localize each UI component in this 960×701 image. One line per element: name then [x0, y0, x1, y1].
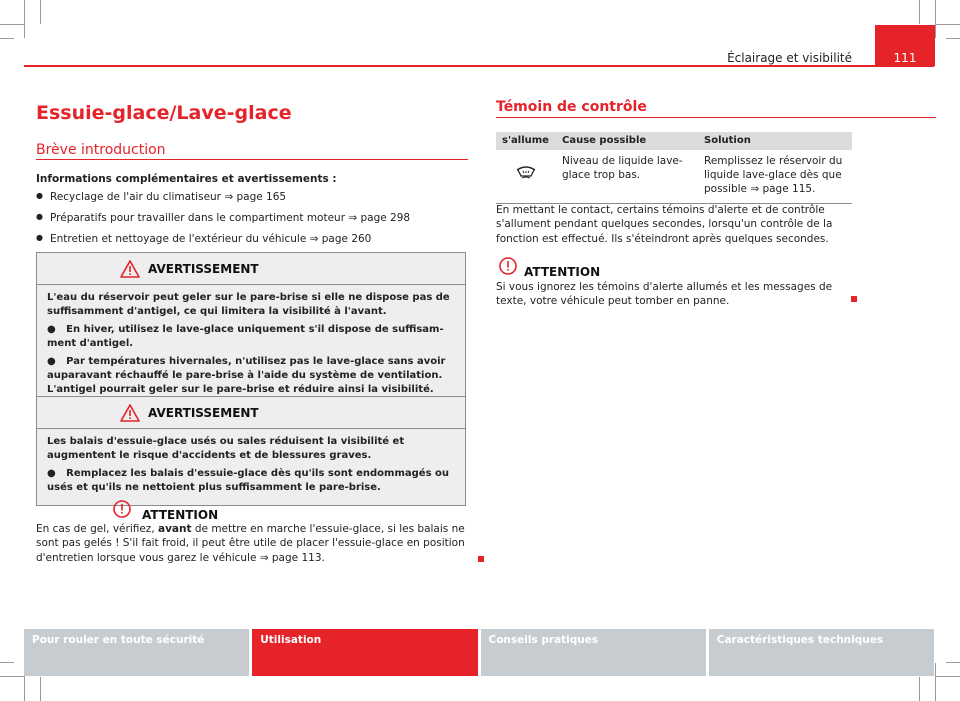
tab-pour-rouler[interactable]: Pour rouler en toute sécurité	[24, 629, 249, 676]
section-end-marker	[851, 296, 857, 302]
warning-box	[36, 396, 466, 506]
indicator-table	[496, 132, 852, 204]
table-row	[496, 150, 852, 203]
warning-text: Les balais d'essuie-glace usés ou sales réduisent la visibilité et augmentent le risque d'accidents et de blessures graves.	[47, 436, 405, 461]
warning-bullet: ● Remplacez les balais d'essuie-glace dès qu'ils sont endommagés ou usés et qu'ils ne nettoient plus suffisamment le pare-brise.	[47, 468, 450, 493]
crop-mark	[0, 38, 14, 39]
crop-mark	[935, 663, 936, 701]
crop-mark	[919, 677, 920, 701]
crop-mark	[0, 676, 24, 677]
crop-mark	[936, 676, 960, 677]
table-cell-icon	[496, 150, 556, 203]
table-cell[interactable]: Remplissez le réservoir du liquide lave-glace dès que possible ⇒ page 115.	[698, 150, 852, 203]
crop-mark	[946, 662, 960, 663]
exclamation-circle-icon	[113, 500, 131, 518]
warning-label: AVERTISSEMENT	[148, 262, 259, 276]
section-title: Témoin de contrôle	[496, 99, 647, 115]
crop-mark	[40, 677, 41, 701]
warning-triangle-icon	[120, 404, 140, 422]
chapter-tabs	[24, 629, 934, 676]
exclamation-circle-icon	[499, 257, 517, 275]
page-number: 111	[893, 51, 917, 65]
warning-triangle-icon	[120, 260, 140, 278]
attention-label: ATTENTION	[142, 508, 219, 522]
list-item[interactable]: ● Préparatifs pour travailler dans le compartiment moteur ⇒ page 298	[36, 211, 468, 232]
body-paragraph: En mettant le contact, certains témoins d'alerte et de contrôle s'allument pendant quelques secondes, lorsqu'un contrôle de la fonction est effectué. Ils s'éteindront après quelques secondes.	[496, 204, 833, 245]
list-item[interactable]: ● Entretien et nettoyage de l'extérieur du véhicule ⇒ page 260	[36, 232, 468, 253]
list-item[interactable]: ● Recyclage de l'air du climatiseur ⇒ page 165	[36, 190, 468, 211]
attention-label: ATTENTION	[524, 265, 601, 279]
attention-text: En cas de gel, vérifiez, avant de mettre en marche l'essuie-glace, si les balais ne sont pas gelés ! S'il fait froid, il peut être utile de placer l'essuie-glace en position d'entretien lorsque vous garez le véhicule ⇒ page 113.	[36, 523, 465, 564]
crop-mark	[946, 38, 960, 39]
tab-conseils-pratiques[interactable]: Conseils pratiques	[481, 629, 706, 676]
table-cell: Niveau de liquide lave-glace trop bas.	[556, 150, 698, 203]
warning-label: AVERTISSEMENT	[148, 406, 259, 420]
crop-mark	[0, 662, 14, 663]
running-title: Éclairage et visibilité	[727, 51, 852, 65]
crop-mark	[919, 0, 920, 24]
reference-list	[36, 190, 468, 253]
warning-body	[37, 285, 465, 407]
subtitle-rule	[36, 159, 468, 160]
warning-header	[37, 397, 465, 429]
warning-text: L'eau du réservoir peut geler sur le pare-brise si elle ne dispose pas de suffisamment d'antigel, ce qui limitera la visibilité à l'avant.	[47, 292, 450, 317]
table-header: Solution	[698, 132, 852, 150]
crop-mark	[24, 0, 25, 38]
warning-box	[36, 252, 466, 408]
warning-body	[37, 429, 465, 505]
section-subtitle: Brève introduction	[36, 142, 166, 158]
warning-header	[37, 253, 465, 285]
section-title: Essuie-glace/Lave-glace	[36, 102, 292, 124]
section-end-marker	[478, 556, 484, 562]
crop-mark	[936, 24, 960, 25]
crop-mark	[935, 0, 936, 38]
attention-text: Si vous ignorez les témoins d'alerte allumés et les messages de texte, votre véhicule peut tomber en panne.	[496, 281, 833, 308]
title-rule	[496, 117, 936, 118]
info-heading: Informations complémentaires et avertissements :	[36, 173, 337, 185]
table-header: s'allume	[496, 132, 556, 150]
table-header: Cause possible	[556, 132, 698, 150]
tab-utilisation[interactable]: Utilisation	[252, 629, 477, 676]
tab-caracteristiques[interactable]: Caractéristiques techniques	[709, 629, 934, 676]
crop-mark	[40, 0, 41, 24]
crop-mark	[0, 24, 24, 25]
washer-fluid-icon	[515, 164, 537, 180]
warning-bullet: ● En hiver, utilisez le lave-glace uniquement s'il dispose de suffisamment d'antigel.	[47, 324, 444, 349]
warning-bullet: ● Par températures hivernales, n'utilisez pas le lave-glace sans avoir auparavant réchauffé le pare-brise à l'aide du système de ventilation. L'antigel pourrait geler sur le pare-brise et réduire ainsi la visibilité.	[47, 356, 446, 395]
